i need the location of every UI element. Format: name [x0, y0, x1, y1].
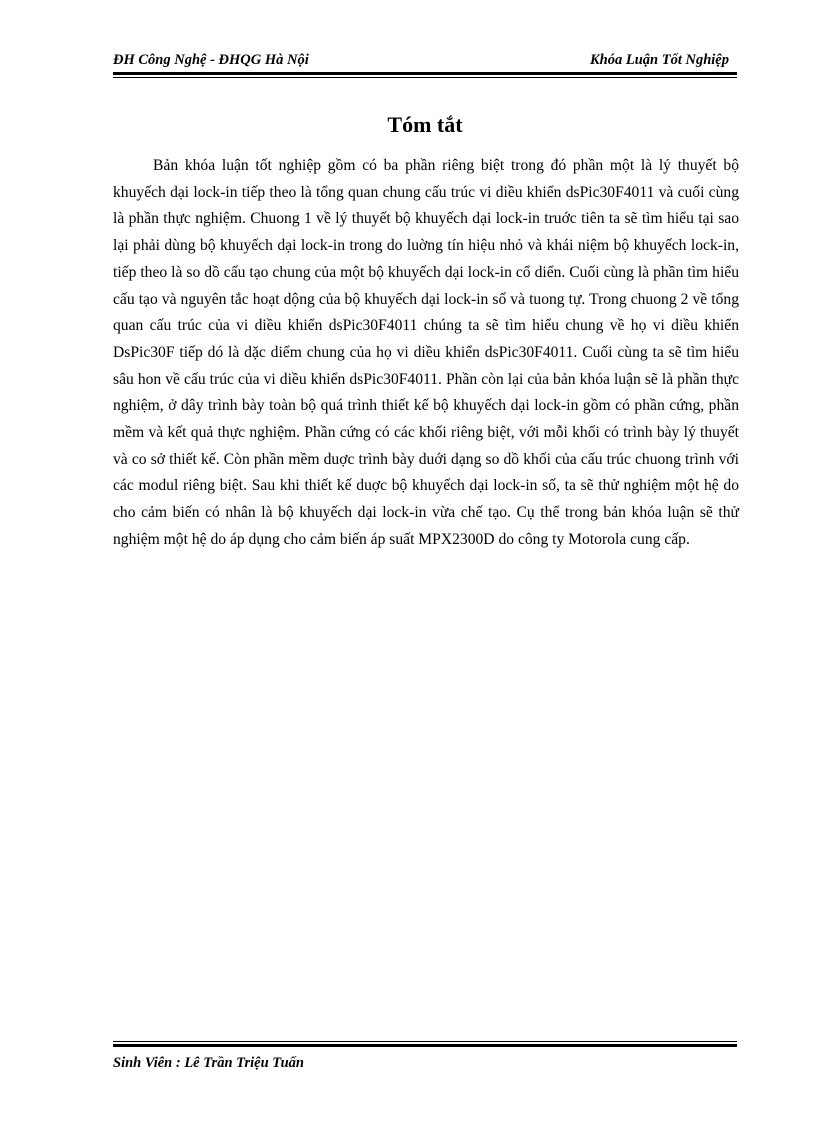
page-title: Tóm tắt [387, 112, 463, 137]
footer-rule-thin [113, 1041, 737, 1042]
header-document-type: Khóa Luận Tốt Nghiệp [590, 52, 729, 68]
header-institution: ĐH Công Nghệ - ĐHQG Hà Nội [113, 52, 309, 68]
footer-rule [113, 1044, 737, 1047]
page-footer-author: Sinh Viên : Lê Trần Triệu Tuấn [113, 1055, 304, 1071]
header-rule [113, 72, 737, 75]
abstract-paragraph: Bản khóa luận tốt nghiệp gồm có ba phần riêng biệt trong đó phần một là lý thuyết bộ khuyếch dại lock-in tiếp theo là tổng quan chung cấu trúc vi diều khiển dsPic30F4011 và cuối cùng là phần thực nghiệm. Chuong 1 về lý thuyết bộ khuyếch dại lock-in truớc tiên ta sẽ tìm hiểu tại sao lại phải dùng bộ khuyếch dại lock-in trong do luờng tín hiệu nhỏ và khái niệm bộ khuyếch lock-in, tiếp theo là so dồ cấu tạo chung của một bộ khuyếch dại lock-in cổ diển. Cuối cùng là phần tìm hiểu cấu tạo và nguyên tắc hoạt dộng của bộ khuyếch dại lock-in số và tuong tự. Trong chuong 2 về tổng quan cấu trúc của vi diều khiển dsPic30F4011 chúng ta sẽ tìm hiểu chung về họ vi diều khiển DsPic30F tiếp dó là dặc diểm chung của họ vi diều khiển dsPic30F4011. Cuối cùng ta sẽ tìm hiểu sâu hon về cấu trúc của vi diều khiển dsPic30F4011. Phần còn lại của bản khóa luận sẽ là phần thực nghiệm, ở dây trình bày toàn bộ quá trình thiết kế bộ khuyếch dại lock-in gồm có phần cứng, phần mềm và kết quả thực nghiệm. Phần cứng có các khối riêng biệt, với mỗi khối có trình bày lý thuyết và co sở thiết kế. Còn phần mềm duợc trình bày duới dạng so dồ khối của cấu trúc chuong trình với các modul riêng biệt. Sau khi thiết kế duợc bộ khuyếch dại lock-in số, ta sẽ thử nghiệm một hệ do cho cảm biến có nhân là bộ khuyếch dại lock-in vừa chế tạo. Cụ thể trong bản khóa luận sẽ thử nghiệm một hệ do áp dụng cho cảm biến áp suất MPX2300D do công ty Motorola cung cấp. [113, 157, 739, 548]
header-rule-thin [113, 77, 737, 78]
